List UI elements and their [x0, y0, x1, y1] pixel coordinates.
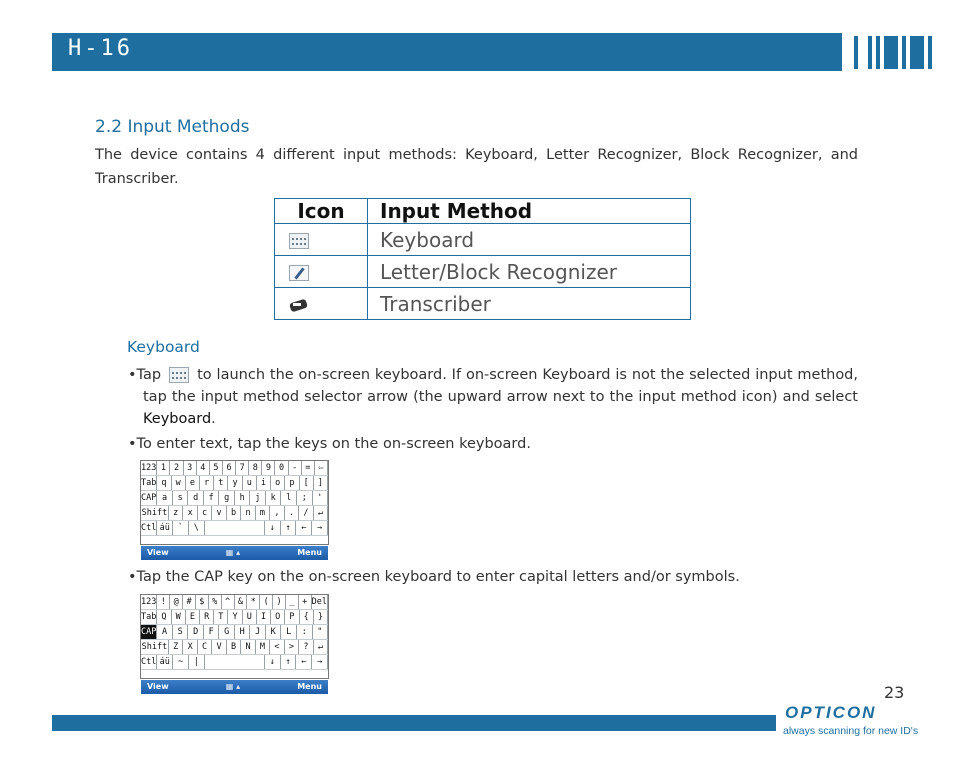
- keyboard-key[interactable]: M: [256, 640, 270, 654]
- keyboard-key[interactable]: b: [227, 506, 241, 520]
- keyboard-key[interactable]: L: [281, 625, 297, 639]
- keyboard-key[interactable]: &: [235, 595, 248, 609]
- table-header-row: [275, 199, 691, 224]
- keyboard-key[interactable]: y: [228, 476, 242, 490]
- keyboard-key[interactable]: <: [270, 640, 284, 654]
- bullet1-keyboard-term: Keyboard: [143, 411, 212, 427]
- bullet1-end: .: [211, 411, 216, 427]
- keyboard-key[interactable]: %: [209, 595, 222, 609]
- keyboard-key[interactable]: s: [173, 491, 189, 505]
- keyboard-key[interactable]: 6: [223, 461, 236, 475]
- keyboard-key[interactable]: 2: [170, 461, 183, 475]
- keyboard-key[interactable]: A: [157, 625, 173, 639]
- keyboard-key[interactable]: 8: [249, 461, 262, 475]
- keyboard-row: [141, 491, 328, 506]
- keyboard-key[interactable]: Shift: [141, 642, 168, 652]
- keyboard-key[interactable]: j: [250, 491, 266, 505]
- keyboard-key[interactable]: v: [212, 506, 226, 520]
- keyboard-key[interactable]: Ctl: [141, 657, 157, 667]
- keyboard-key[interactable]: R: [200, 610, 214, 624]
- keyboard-key[interactable]: ↵: [314, 640, 328, 654]
- input-methods-table: [274, 198, 691, 320]
- keyboard-key[interactable]: z: [169, 506, 183, 520]
- keyboard-key[interactable]: Ctl: [141, 523, 157, 533]
- keyboard-key[interactable]: t: [214, 476, 228, 490]
- keyboard-menu-bar: [141, 680, 328, 694]
- keyboard-key[interactable]: a: [157, 491, 173, 505]
- keyboard-key[interactable]: ': [313, 491, 329, 505]
- space-key[interactable]: [205, 521, 265, 535]
- keyboard-key[interactable]: áü: [157, 655, 173, 669]
- keyboard-key[interactable]: C: [198, 640, 212, 654]
- keyboard-key[interactable]: Q: [157, 610, 171, 624]
- keyboard-key[interactable]: ,: [270, 506, 284, 520]
- keyboard-key[interactable]: |: [189, 655, 205, 669]
- menu-button[interactable]: Menu: [297, 682, 322, 691]
- keyboard-key[interactable]: d: [188, 491, 204, 505]
- keyboard-key[interactable]: O: [271, 610, 285, 624]
- keyboard-key[interactable]: *: [247, 595, 260, 609]
- column-header-icon: Icon: [275, 199, 368, 224]
- keyboard-key[interactable]: i: [257, 476, 271, 490]
- table-cell-icon: [275, 288, 368, 320]
- keyboard-key[interactable]: X: [183, 640, 197, 654]
- opticon-logo: OPTICON: [785, 703, 877, 722]
- keyboard-key[interactable]: .: [285, 506, 299, 520]
- column-header-method: Input Method: [368, 199, 691, 224]
- keyboard-key[interactable]: ;: [297, 491, 313, 505]
- keyboard-key[interactable]: →: [312, 655, 328, 669]
- keyboard-key[interactable]: 9: [262, 461, 275, 475]
- keyboard-key[interactable]: ↓: [265, 655, 281, 669]
- keyboard-key[interactable]: w: [172, 476, 186, 490]
- keyboard-key[interactable]: F: [204, 625, 220, 639]
- space-key[interactable]: [205, 655, 265, 669]
- keyboard-key[interactable]: ←: [296, 655, 312, 669]
- keyboard-key[interactable]: l: [281, 491, 297, 505]
- keyboard-key[interactable]: [: [300, 476, 314, 490]
- barcode-graphic: [726, 36, 936, 69]
- keyboard-key[interactable]: \: [189, 521, 205, 535]
- keyboard-row: [141, 521, 328, 536]
- keyboard-key[interactable]: 5: [210, 461, 223, 475]
- keyboard-key[interactable]: e: [186, 476, 200, 490]
- keyboard-key[interactable]: V: [212, 640, 226, 654]
- keyboard-key[interactable]: ↑: [281, 655, 297, 669]
- intro-paragraph: The device contains 4 different input methods: Keyboard, Letter Recognizer, Block Recognizer, and Transcriber.: [95, 147, 858, 187]
- input-selector-icon[interactable]: ▦ ▴: [225, 548, 241, 557]
- keyboard-key[interactable]: Shift: [141, 508, 168, 518]
- keyboard-key[interactable]: H: [235, 625, 251, 639]
- header-bar: [52, 33, 842, 71]
- keyboard-menu-bar: [141, 546, 328, 560]
- keyboard-key[interactable]: →: [312, 521, 328, 535]
- keyboard-key[interactable]: /: [299, 506, 313, 520]
- keyboard-key[interactable]: 3: [184, 461, 197, 475]
- keyboard-key[interactable]: D: [188, 625, 204, 639]
- onscreen-keyboard-capitals: [140, 594, 329, 691]
- keyboard-key[interactable]: n: [241, 506, 255, 520]
- keyboard-key[interactable]: {: [300, 610, 314, 624]
- keyboard-key[interactable]: N: [241, 640, 255, 654]
- keyboard-key[interactable]: Z: [169, 640, 183, 654]
- table-row: [275, 256, 691, 288]
- keyboard-key[interactable]: 123: [141, 597, 157, 607]
- keyboard-row: [141, 595, 328, 610]
- logo-tagline: always scanning for new ID's: [783, 725, 919, 737]
- keyboard-key[interactable]: I: [257, 610, 271, 624]
- keyboard-key[interactable]: `: [173, 521, 189, 535]
- page-number: 23: [884, 683, 905, 702]
- keyboard-key[interactable]: 4: [197, 461, 210, 475]
- keyboard-key[interactable]: ↵: [314, 506, 328, 520]
- keyboard-key[interactable]: P: [285, 610, 299, 624]
- table-cell-method: Keyboard: [368, 224, 691, 256]
- table-cell-method: Transcriber: [368, 288, 691, 320]
- keyboard-key[interactable]: p: [285, 476, 299, 490]
- keyboard-key[interactable]: ^: [222, 595, 235, 609]
- keyboard-key[interactable]: ↑: [281, 521, 297, 535]
- keyboard-row: [141, 506, 328, 521]
- keyboard-key[interactable]: CAP: [141, 493, 157, 503]
- keyboard-key[interactable]: G: [219, 625, 235, 639]
- keyboard-key[interactable]: CAP: [141, 627, 157, 637]
- keyboard-key[interactable]: Y: [228, 610, 242, 624]
- keyboard-key[interactable]: +: [299, 595, 312, 609]
- hand-writing-icon: [289, 297, 309, 313]
- keyboard-key[interactable]: :: [297, 625, 313, 639]
- keyboard-key[interactable]: 1: [157, 461, 170, 475]
- keyboard-key[interactable]: E: [186, 610, 200, 624]
- footer-bar: [52, 715, 776, 731]
- keyboard-key[interactable]: g: [219, 491, 235, 505]
- keyboard-key[interactable]: u: [243, 476, 257, 490]
- keyboard-row: [141, 476, 328, 491]
- keyboard-key[interactable]: ": [313, 625, 329, 639]
- keyboard-row: [141, 640, 328, 655]
- keyboard-key[interactable]: K: [266, 625, 282, 639]
- keyboard-key[interactable]: @: [170, 595, 183, 609]
- header-title: H-16: [68, 36, 133, 61]
- keyboard-key[interactable]: B: [227, 640, 241, 654]
- keyboard-key[interactable]: $: [196, 595, 209, 609]
- keyboard-icon: [289, 233, 309, 249]
- keyboard-key[interactable]: ⇦: [315, 461, 328, 475]
- keyboard-key[interactable]: ←: [296, 521, 312, 535]
- keyboard-key[interactable]: !: [157, 595, 170, 609]
- keyboard-key[interactable]: J: [250, 625, 266, 639]
- bullet-launch-keyboard: [128, 364, 858, 430]
- keyboard-key[interactable]: o: [271, 476, 285, 490]
- bullet1-pre: •Tap: [128, 367, 162, 383]
- table-cell-method: Letter/Block Recognizer: [368, 256, 691, 288]
- keyboard-key[interactable]: ↓: [265, 521, 281, 535]
- section-heading: 2.2 Input Methods: [95, 117, 250, 137]
- keyboard-key[interactable]: Del: [311, 597, 328, 607]
- bullet-enter-text: •To enter text, tap the keys on the on-screen keyboard.: [128, 436, 531, 452]
- bullet1-post: to launch the on-screen keyboard. If on-screen Keyboard is not the selected input method, tap the input method selector arrow (the upward arrow next to the input method icon) and select: [143, 367, 858, 405]
- keyboard-row: [141, 625, 328, 640]
- keyboard-key[interactable]: ): [273, 595, 286, 609]
- keyboard-key[interactable]: c: [198, 506, 212, 520]
- view-menu-button[interactable]: View: [147, 682, 169, 691]
- view-menu-button[interactable]: View: [147, 548, 169, 557]
- keyboard-key[interactable]: S: [173, 625, 189, 639]
- keyboard-row: [141, 461, 328, 476]
- keyboard-key[interactable]: x: [183, 506, 197, 520]
- keyboard-key[interactable]: q: [157, 476, 171, 490]
- onscreen-keyboard-lowercase: [140, 460, 329, 557]
- keyboard-key[interactable]: h: [235, 491, 251, 505]
- keyboard-key[interactable]: Tab: [141, 612, 157, 622]
- keyboard-key[interactable]: (: [260, 595, 273, 609]
- keyboard-key[interactable]: Tab: [141, 478, 157, 488]
- bullet-cap-key: •Tap the CAP key on the on-screen keyboard to enter capital letters and/or symbols.: [128, 569, 740, 585]
- keyboard-key[interactable]: _: [286, 595, 299, 609]
- keyboard-key[interactable]: ~: [173, 655, 189, 669]
- keyboard-key[interactable]: ]: [314, 476, 328, 490]
- keyboard-key[interactable]: -: [289, 461, 302, 475]
- keyboard-key[interactable]: 7: [236, 461, 249, 475]
- keyboard-subheading: Keyboard: [127, 338, 200, 356]
- table-row: [275, 288, 691, 320]
- keyboard-row: [141, 610, 328, 625]
- keyboard-key[interactable]: k: [266, 491, 282, 505]
- keyboard-key[interactable]: }: [314, 610, 328, 624]
- table-cell-icon: [275, 256, 368, 288]
- keyboard-key[interactable]: áü: [157, 521, 173, 535]
- keyboard-key[interactable]: m: [256, 506, 270, 520]
- keyboard-key[interactable]: >: [285, 640, 299, 654]
- keyboard-key[interactable]: W: [172, 610, 186, 624]
- keyboard-key[interactable]: =: [302, 461, 315, 475]
- keyboard-row: [141, 655, 328, 670]
- pen-icon: [289, 265, 309, 281]
- keyboard-key[interactable]: T: [214, 610, 228, 624]
- table-cell-icon: [275, 224, 368, 256]
- keyboard-key[interactable]: #: [183, 595, 196, 609]
- keyboard-key[interactable]: U: [243, 610, 257, 624]
- keyboard-key[interactable]: ?: [299, 640, 313, 654]
- keyboard-key[interactable]: r: [200, 476, 214, 490]
- menu-button[interactable]: Menu: [297, 548, 322, 557]
- keyboard-key[interactable]: 0: [275, 461, 288, 475]
- table-row: [275, 224, 691, 256]
- keyboard-icon[interactable]: [169, 367, 189, 383]
- keyboard-key[interactable]: f: [204, 491, 220, 505]
- input-selector-icon[interactable]: ▦ ▴: [225, 682, 241, 691]
- keyboard-key[interactable]: 123: [141, 463, 157, 473]
